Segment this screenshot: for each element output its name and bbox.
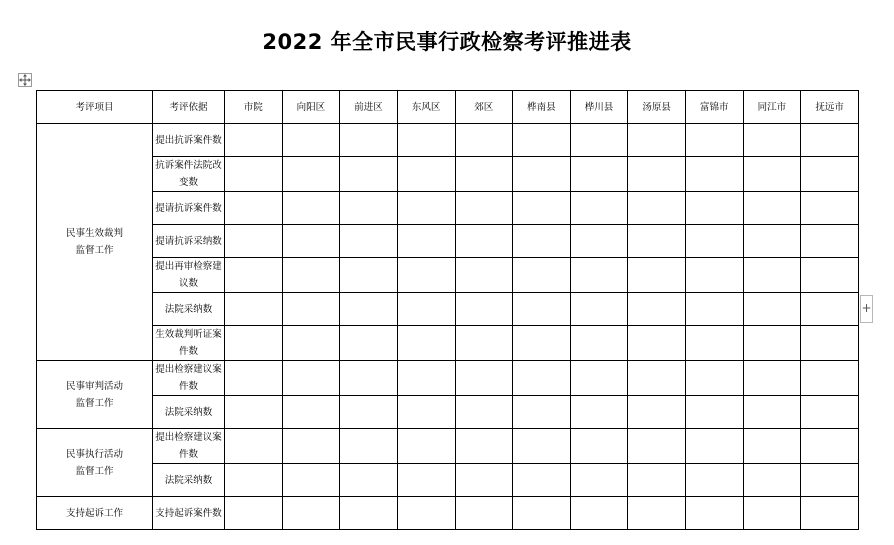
group-label: 支持起诉工作 (65, 507, 123, 519)
value-cell[interactable] (455, 326, 513, 361)
value-cell[interactable] (686, 192, 744, 225)
value-cell[interactable] (282, 124, 340, 157)
value-cell[interactable] (743, 326, 801, 361)
value-cell[interactable] (743, 124, 801, 157)
value-cell[interactable] (628, 225, 686, 258)
value-cell[interactable] (282, 258, 340, 293)
header-cell-region: 市院 (225, 91, 283, 124)
value-cell[interactable] (628, 293, 686, 326)
value-cell[interactable] (513, 192, 571, 225)
value-cell[interactable] (628, 464, 686, 497)
value-cell[interactable] (513, 225, 571, 258)
value-cell[interactable] (801, 192, 859, 225)
value-cell[interactable] (282, 497, 340, 530)
table-row (37, 361, 859, 396)
value-cell[interactable] (801, 497, 859, 530)
table-row (37, 124, 859, 157)
value-cell[interactable] (570, 258, 628, 293)
header-cell-basis: 考评依据 (153, 91, 225, 124)
value-cell[interactable] (455, 124, 513, 157)
value-cell[interactable] (282, 293, 340, 326)
value-cell[interactable] (282, 225, 340, 258)
value-cell[interactable] (801, 361, 859, 396)
value-cell[interactable] (340, 396, 398, 429)
basis-cell[interactable]: 提出再审检察建议数 (153, 258, 225, 293)
value-cell[interactable] (628, 396, 686, 429)
value-cell[interactable] (628, 361, 686, 396)
value-cell[interactable] (455, 293, 513, 326)
value-cell[interactable] (513, 429, 571, 464)
value-cell[interactable] (801, 326, 859, 361)
value-cell[interactable] (628, 157, 686, 192)
value-cell[interactable] (743, 497, 801, 530)
value-cell[interactable] (570, 192, 628, 225)
value-cell[interactable] (397, 192, 455, 225)
basis-cell[interactable]: 提出检察建议案件数 (153, 429, 225, 464)
value-cell[interactable] (282, 326, 340, 361)
value-cell[interactable] (743, 157, 801, 192)
value-cell[interactable] (455, 225, 513, 258)
value-cell[interactable] (455, 157, 513, 192)
group-label-cell[interactable] (37, 497, 153, 530)
table-row (37, 326, 859, 361)
value-cell[interactable] (570, 361, 628, 396)
value-cell[interactable] (513, 464, 571, 497)
value-cell[interactable] (455, 464, 513, 497)
value-cell[interactable] (397, 429, 455, 464)
group-label-cell[interactable] (37, 429, 153, 497)
value-cell[interactable] (397, 361, 455, 396)
table-move-handle-icon[interactable] (18, 73, 32, 87)
value-cell[interactable] (686, 464, 744, 497)
header-cell-region: 前进区 (340, 91, 398, 124)
page-title: 2022 年全市民事行政检察考评推进表 (262, 30, 632, 54)
basis-cell[interactable]: 提请抗诉采纳数 (153, 225, 225, 258)
group-label-cell[interactable] (37, 124, 153, 361)
value-cell[interactable] (570, 396, 628, 429)
value-cell[interactable] (513, 293, 571, 326)
basis-cell[interactable]: 法院采纳数 (153, 396, 225, 429)
value-cell[interactable] (628, 429, 686, 464)
value-cell[interactable] (513, 326, 571, 361)
header-cell-region: 桦川县 (570, 91, 628, 124)
header-cell-region: 桦南县 (513, 91, 571, 124)
value-cell[interactable] (225, 192, 283, 225)
value-cell[interactable] (225, 429, 283, 464)
value-cell[interactable] (340, 293, 398, 326)
value-cell[interactable] (513, 497, 571, 530)
basis-cell[interactable]: 抗诉案件法院改变数 (153, 157, 225, 192)
value-cell[interactable] (340, 361, 398, 396)
table-row (37, 464, 859, 497)
value-cell[interactable] (686, 293, 744, 326)
basis-cell[interactable]: 法院采纳数 (153, 464, 225, 497)
table-row (37, 429, 859, 464)
value-cell[interactable] (340, 326, 398, 361)
value-cell[interactable] (455, 258, 513, 293)
value-cell[interactable] (686, 396, 744, 429)
value-cell[interactable] (397, 326, 455, 361)
value-cell[interactable] (340, 157, 398, 192)
basis-cell[interactable]: 法院采纳数 (153, 293, 225, 326)
value-cell[interactable] (225, 157, 283, 192)
value-cell[interactable] (743, 429, 801, 464)
value-cell[interactable] (801, 293, 859, 326)
value-cell[interactable] (743, 192, 801, 225)
value-cell[interactable] (570, 293, 628, 326)
value-cell[interactable] (801, 124, 859, 157)
value-cell[interactable] (686, 326, 744, 361)
value-cell[interactable] (686, 258, 744, 293)
value-cell[interactable] (801, 225, 859, 258)
value-cell[interactable] (225, 361, 283, 396)
value-cell[interactable] (801, 396, 859, 429)
header-cell-item: 考评项目 (37, 91, 153, 124)
value-cell[interactable] (743, 258, 801, 293)
value-cell[interactable] (282, 396, 340, 429)
value-cell[interactable] (628, 326, 686, 361)
value-cell[interactable] (743, 293, 801, 326)
value-cell[interactable] (225, 225, 283, 258)
value-cell[interactable] (628, 192, 686, 225)
table-row (37, 192, 859, 225)
value-cell[interactable] (743, 464, 801, 497)
value-cell[interactable] (743, 225, 801, 258)
value-cell[interactable] (282, 429, 340, 464)
table-row (37, 258, 859, 293)
value-cell[interactable] (686, 157, 744, 192)
value-cell[interactable] (686, 124, 744, 157)
group-label: 民事生效裁判监督工作 (65, 228, 123, 256)
header-cell-region: 富锦市 (686, 91, 744, 124)
table-row (37, 497, 859, 530)
value-cell[interactable] (570, 326, 628, 361)
value-cell[interactable] (570, 497, 628, 530)
value-cell[interactable] (340, 464, 398, 497)
value-cell[interactable] (397, 464, 455, 497)
value-cell[interactable] (801, 429, 859, 464)
value-cell[interactable] (570, 225, 628, 258)
value-cell[interactable] (513, 258, 571, 293)
header-cell-region: 同江市 (743, 91, 801, 124)
value-cell[interactable] (513, 124, 571, 157)
value-cell[interactable] (282, 157, 340, 192)
value-cell[interactable] (397, 258, 455, 293)
basis-cell[interactable]: 提请抗诉案件数 (153, 192, 225, 225)
value-cell[interactable] (340, 429, 398, 464)
value-cell[interactable] (801, 258, 859, 293)
value-cell[interactable] (743, 361, 801, 396)
value-cell[interactable] (513, 396, 571, 429)
value-cell[interactable] (628, 258, 686, 293)
basis-cell[interactable]: 支持起诉案件数 (153, 497, 225, 530)
header-cell-region: 汤原县 (628, 91, 686, 124)
value-cell[interactable] (628, 124, 686, 157)
value-cell[interactable] (397, 396, 455, 429)
value-cell[interactable] (282, 192, 340, 225)
table-row (37, 157, 859, 192)
value-cell[interactable] (686, 429, 744, 464)
value-cell[interactable] (686, 361, 744, 396)
value-cell[interactable] (397, 124, 455, 157)
value-cell[interactable] (340, 192, 398, 225)
value-cell[interactable] (570, 124, 628, 157)
header-cell-region: 郊区 (455, 91, 513, 124)
value-cell[interactable] (340, 497, 398, 530)
value-cell[interactable] (628, 497, 686, 530)
value-cell[interactable] (455, 497, 513, 530)
header-cell-region: 抚远市 (801, 91, 859, 124)
table-row (37, 293, 859, 326)
value-cell[interactable] (455, 429, 513, 464)
value-cell[interactable] (455, 192, 513, 225)
value-cell[interactable] (225, 326, 283, 361)
header-cell-region: 东风区 (397, 91, 455, 124)
value-cell[interactable] (397, 157, 455, 192)
value-cell[interactable] (225, 124, 283, 157)
table-row (37, 225, 859, 258)
group-label: 民事执行活动监督工作 (65, 448, 123, 477)
value-cell[interactable] (225, 396, 283, 429)
value-cell[interactable] (397, 497, 455, 530)
value-cell[interactable] (340, 124, 398, 157)
value-cell[interactable] (513, 361, 571, 396)
value-cell[interactable] (282, 361, 340, 396)
basis-cell[interactable]: 提出检察建议案件数 (153, 361, 225, 396)
add-column-plus-icon[interactable]: + (860, 295, 873, 323)
value-cell[interactable] (225, 464, 283, 497)
table-header-row (37, 91, 859, 124)
value-cell[interactable] (570, 429, 628, 464)
basis-cell[interactable]: 生效裁判听证案件数 (153, 326, 225, 361)
basis-cell[interactable]: 提出抗诉案件数 (153, 124, 225, 157)
table-row (37, 396, 859, 429)
value-cell[interactable] (397, 293, 455, 326)
value-cell[interactable] (225, 293, 283, 326)
group-label: 民事审判活动监督工作 (65, 380, 123, 409)
value-cell[interactable] (397, 225, 455, 258)
value-cell[interactable] (340, 225, 398, 258)
value-cell[interactable] (225, 258, 283, 293)
value-cell[interactable] (801, 464, 859, 497)
value-cell[interactable] (455, 361, 513, 396)
header-cell-region: 向阳区 (282, 91, 340, 124)
value-cell[interactable] (513, 157, 571, 192)
value-cell[interactable] (225, 497, 283, 530)
value-cell[interactable] (686, 225, 744, 258)
value-cell[interactable] (570, 464, 628, 497)
value-cell[interactable] (570, 157, 628, 192)
value-cell[interactable] (455, 396, 513, 429)
value-cell[interactable] (686, 497, 744, 530)
value-cell[interactable] (801, 157, 859, 192)
value-cell[interactable] (743, 396, 801, 429)
value-cell[interactable] (340, 258, 398, 293)
evaluation-table (36, 90, 859, 530)
group-label-cell[interactable] (37, 361, 153, 429)
value-cell[interactable] (282, 464, 340, 497)
